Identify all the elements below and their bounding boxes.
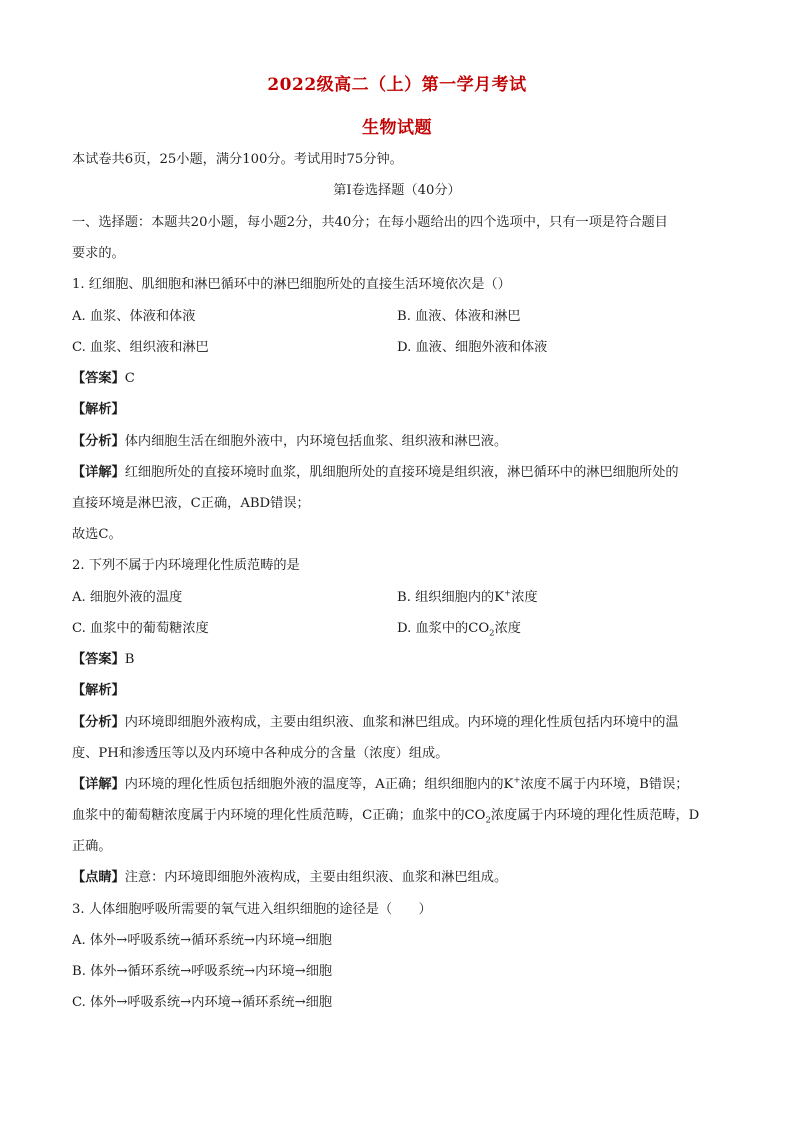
q2-fenxi-line1	[72, 715, 679, 731]
q3-option-c: C. 体外→呼吸系统→内环境→循环系统→细胞	[72, 995, 333, 1010]
section-instructions-line1: 一、选择题：本题共20小题，每小题2分，共40分；在每小题给出的四个选项中，只有一项是符合题目	[72, 215, 668, 230]
q1-option-d: D. 血液、细胞外液和体液	[397, 340, 548, 355]
intro-text: 本试卷共6页，25小题，满分100分。考试用时75分钟。	[72, 152, 403, 167]
fenxi-label: 【分析】	[72, 715, 125, 730]
q2-detail-line2	[72, 808, 699, 824]
detail-label: 【详解】	[72, 777, 125, 792]
q2-option-b-tail: 浓度	[511, 590, 538, 605]
q2-detail-text2-tail: 浓度属于内环境的理化性质范畴，D	[490, 808, 700, 823]
q1-detail-line1	[72, 465, 679, 481]
q1-conclusion: 故选C。	[72, 527, 122, 542]
q2-option-d-sub: 2	[489, 628, 495, 639]
q1-fenxi-text: 体内细胞生活在细胞外液中，内环境包括血浆、组织液和淋巴液。	[124, 434, 508, 449]
q2-stem: 2. 下列不属于内环境理化性质范畴的是	[72, 558, 300, 573]
q3-option-a: A. 体外→呼吸系统→循环系统→内环境→细胞	[72, 933, 332, 948]
q2-option-b	[397, 590, 538, 606]
q2-answer-value: B	[124, 652, 135, 667]
q1-detail-line2: 直接环境是淋巴液，C正确，ABD错误；	[72, 496, 310, 511]
q2-fenxi-line2: 度、PH和渗透压等以及内环境中各种成分的含量（浓度）组成。	[72, 746, 449, 761]
q1-fenxi	[72, 434, 507, 450]
section-title: 第Ⅰ卷选择题（40分）	[333, 183, 461, 198]
q3-option-b: B. 体外→循环系统→呼吸系统→内环境→细胞	[72, 964, 333, 979]
q2-detail-text1-tail: 浓度不属于内环境，B错误；	[520, 777, 689, 792]
detail-label: 【详解】	[72, 465, 125, 480]
q1-detail-text1: 红细胞所处的直接环境时血浆，肌细胞所处的直接环境是组织液，淋巴循环中的淋巴细胞所处的	[124, 465, 679, 480]
q2-answer	[72, 652, 134, 668]
q1-option-a: A. 血浆、体液和体液	[72, 309, 196, 324]
exam-title: 2022级高二（上）第一学月考试	[267, 75, 527, 95]
q1-analysis-label	[72, 402, 125, 418]
q2-detail-text2: 血浆中的葡萄糖浓度属于内环境的理化性质范畴，C正确；血浆中的CO	[72, 808, 486, 823]
q1-answer-value: C	[124, 371, 135, 386]
q1-option-c: C. 血浆、组织液和淋巴	[72, 340, 209, 355]
analysis-label: 【解析】	[72, 683, 125, 698]
q2-option-d	[397, 621, 521, 637]
q3-stem: 3. 人体细胞呼吸所需要的氧气进入组织细胞的途径是（ ）	[72, 902, 432, 917]
q2-option-d-tail: 浓度	[494, 621, 521, 636]
subject-title: 生物试题	[362, 118, 432, 138]
answer-label: 【答案】	[72, 652, 125, 667]
q2-option-d-text: D. 血浆中的CO	[397, 621, 490, 636]
q2-detail-line1	[72, 777, 688, 793]
q2-fenxi-text1: 内环境即细胞外液构成，主要由组织液、血浆和淋巴组成。内环境的理化性质包括内环境中的温	[124, 715, 679, 730]
analysis-label: 【解析】	[72, 402, 125, 417]
q2-detail-sub: 2	[485, 815, 491, 826]
q2-option-b-sup: +	[504, 588, 512, 599]
q2-analysis-label	[72, 683, 125, 699]
q1-stem: 1. 红细胞、肌细胞和淋巴循环中的淋巴细胞所处的直接生活环境依次是（）	[72, 277, 511, 292]
q2-note-text: 注意：内环境即细胞外液构成，主要由组织液、血浆和淋巴组成。	[124, 870, 508, 885]
q2-option-c: C. 血浆中的葡萄糖浓度	[72, 621, 209, 636]
q1-option-b: B. 血液、体液和淋巴	[397, 309, 521, 324]
q2-option-b-text: B. 组织细胞内的K	[397, 590, 505, 605]
q2-detail-line3: 正确。	[72, 839, 112, 854]
note-label: 【点睛】	[72, 870, 125, 885]
q2-detail-text1: 内环境的理化性质包括细胞外液的温度等，A正确；组织细胞内的K	[124, 777, 514, 792]
answer-label: 【答案】	[72, 371, 125, 386]
fenxi-label: 【分析】	[72, 434, 125, 449]
section-instructions-line2: 要求的。	[72, 246, 125, 261]
q2-note	[72, 870, 507, 886]
q1-answer	[72, 371, 135, 387]
q2-option-a: A. 细胞外液的温度	[72, 590, 183, 605]
q2-detail-sup: +	[513, 775, 521, 786]
